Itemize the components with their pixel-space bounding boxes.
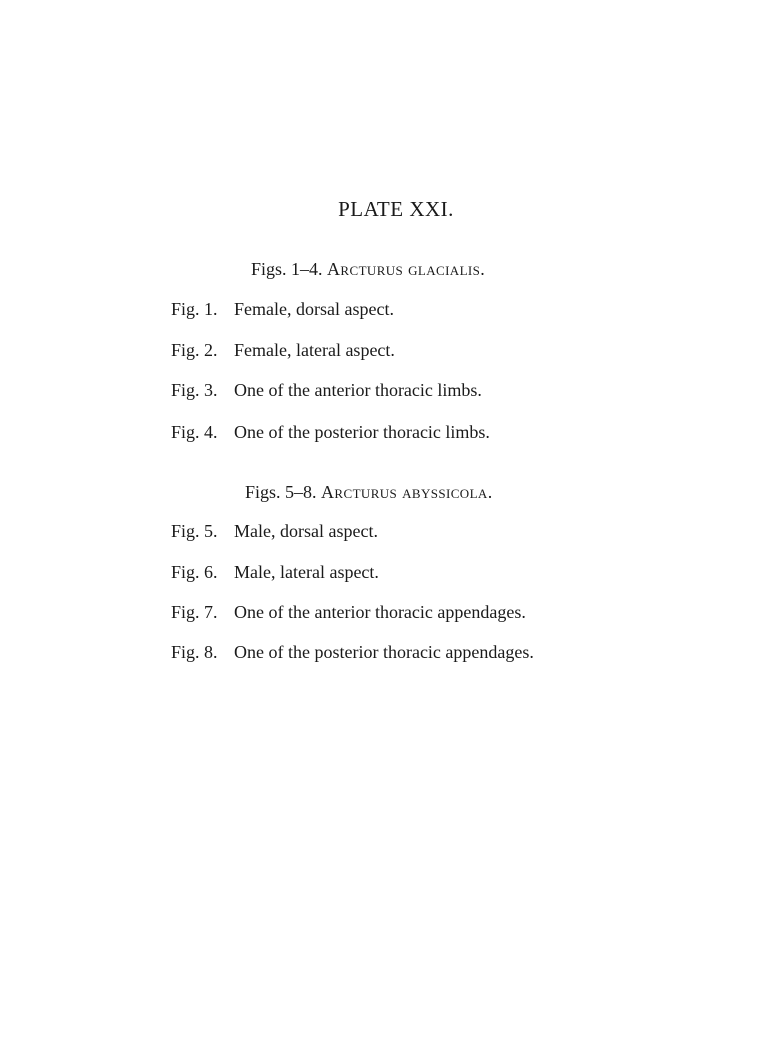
figure-caption: Male, dorsal aspect. bbox=[234, 521, 378, 541]
group-heading bbox=[251, 259, 485, 280]
figure-label: Fig. 1. bbox=[171, 299, 218, 319]
plate-title: PLATE XXI. bbox=[338, 197, 454, 221]
figure-caption: Female, lateral aspect. bbox=[234, 340, 395, 360]
figure-label: Fig. 5. bbox=[171, 521, 218, 541]
figure-caption-line bbox=[171, 521, 378, 542]
figure-caption-line bbox=[171, 340, 395, 361]
species-name: Arcturus glacialis. bbox=[327, 259, 486, 279]
figure-caption-line bbox=[171, 642, 534, 663]
figure-caption-line bbox=[171, 422, 490, 443]
figure-label: Fig. 7. bbox=[171, 602, 218, 622]
group-heading bbox=[245, 482, 493, 503]
species-name: Arcturus abyssicola. bbox=[321, 482, 493, 502]
figure-caption: One of the anterior thoracic appendages. bbox=[234, 602, 526, 622]
figure-caption-line bbox=[171, 380, 482, 401]
figure-range: Figs. 5–8. bbox=[245, 482, 317, 502]
figure-caption-line bbox=[171, 562, 379, 583]
figure-label: Fig. 2. bbox=[171, 340, 218, 360]
figure-caption: Male, lateral aspect. bbox=[234, 562, 379, 582]
figure-label: Fig. 8. bbox=[171, 642, 218, 662]
figure-caption-line bbox=[171, 602, 526, 623]
figure-label: Fig. 3. bbox=[171, 380, 218, 400]
figure-label: Fig. 4. bbox=[171, 422, 218, 442]
figure-range: Figs. 1–4. bbox=[251, 259, 323, 279]
figure-label: Fig. 6. bbox=[171, 562, 218, 582]
figure-caption: One of the posterior thoracic limbs. bbox=[234, 422, 490, 442]
figure-caption-line bbox=[171, 299, 394, 320]
figure-caption: One of the anterior thoracic limbs. bbox=[234, 380, 482, 400]
figure-caption: Female, dorsal aspect. bbox=[234, 299, 394, 319]
figure-caption: One of the posterior thoracic appendages. bbox=[234, 642, 534, 662]
